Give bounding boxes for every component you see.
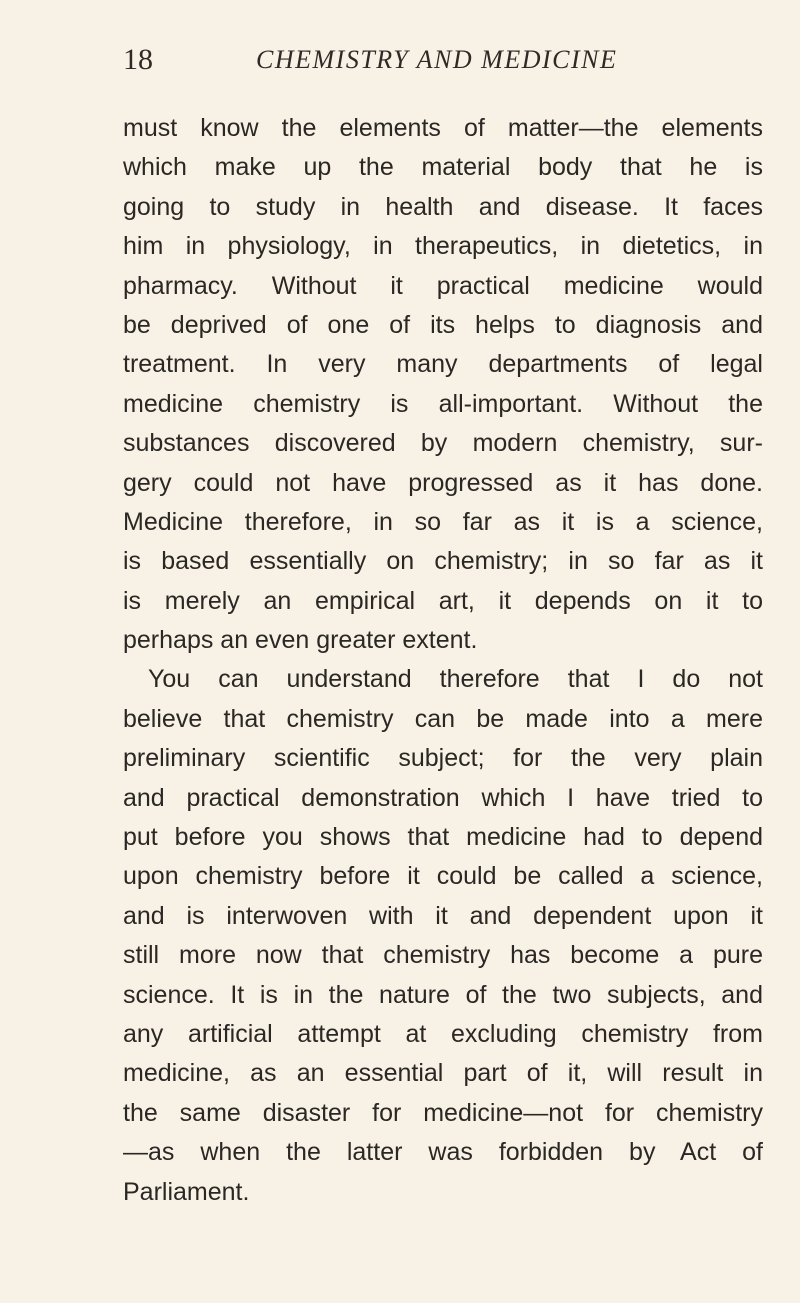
running-head [123,40,763,80]
text-line: and is interwoven with it and dependent upon it [123,901,763,930]
text-line: perhaps an even greater extent. [123,626,478,655]
text-line: Parliament. [123,1177,250,1206]
text-line: and practical demonstration which I have tried to [123,783,763,812]
text-line: him in physiology, in therapeutics, in dietetics, in [123,232,763,261]
text-line: is merely an empirical art, it depends on it to [123,586,763,615]
text-line: You can understand therefore that I do not [148,665,763,694]
text-line: preliminary scientific subject; for the very plain [123,744,763,773]
text-line: going to study in health and disease. It faces [123,192,763,221]
text-line: science. It is in the nature of the two subjects, and [123,980,763,1009]
text-line: medicine chemistry is all-important. Without the [123,389,763,418]
text-line: is based essentially on chemistry; in so far as it [123,547,763,576]
text-line: be deprived of one of its helps to diagnosis and [123,310,763,339]
text-line: put before you shows that medicine had to depend [123,823,763,852]
text-line: still more now that chemistry has become a pure [123,941,763,970]
text-line: the same disaster for medicine—not for chemistry [123,1098,763,1127]
text-line: —as when the latter was forbidden by Act of [123,1138,763,1167]
text-line: substances discovered by modern chemistry, sur- [123,429,763,458]
running-title: CHEMISTRY AND MEDICINE [256,45,618,74]
text-line: treatment. In very many departments of legal [123,350,763,379]
text-line: which make up the material body that he is [123,153,763,182]
text-line: believe that chemistry can be made into a mere [123,704,763,733]
body-text [123,109,763,1212]
text-line: pharmacy. Without it practical medicine would [123,271,763,300]
text-line: medicine, as an essential part of it, will result in [123,1059,763,1088]
text-line: must know the elements of matter—the elements [123,114,763,142]
text-line: gery could not have progressed as it has done. [123,468,763,497]
text-line: upon chemistry before it could be called a science, [123,862,763,891]
text-line: any artificial attempt at excluding chemistry from [123,1019,763,1048]
page-number: 18 [123,43,153,76]
text-line: Medicine therefore, in so far as it is a science, [123,507,763,536]
